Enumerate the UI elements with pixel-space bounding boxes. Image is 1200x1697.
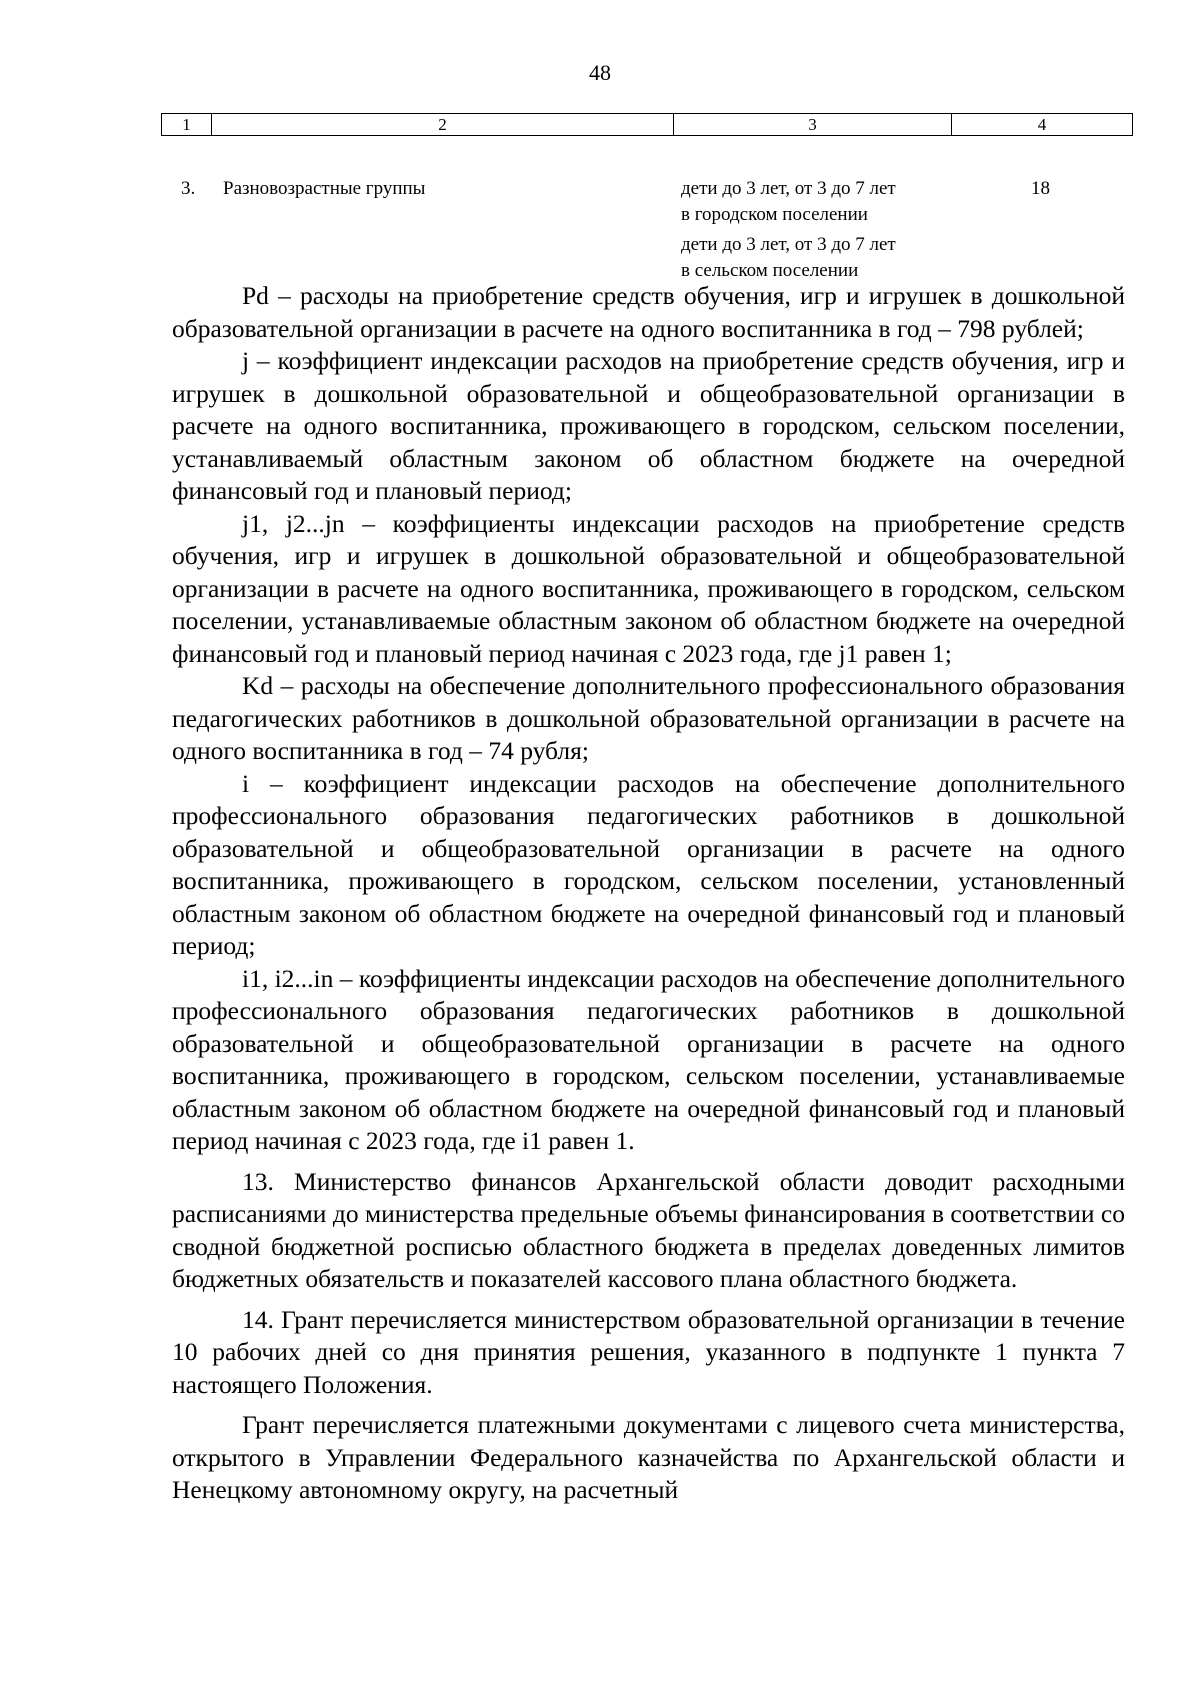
row-value: 18 [1031, 178, 1050, 199]
row-number: 3. [181, 178, 196, 199]
coefficient-table [161, 113, 1132, 286]
page-number: 48 [589, 60, 611, 85]
row-description-urban [681, 176, 896, 228]
row-description-rural [681, 232, 896, 284]
column-number-3: 3 [674, 114, 952, 136]
paragraph-grant-transfer: Грант перечисляется платежными документами с лицевого счета министерства, открытого в Управлении Федерального казначейства по Архангельской области и Ненецкому автономному округу, на расчетный [172, 1410, 1125, 1504]
paragraph-kd: Kd – расходы на обеспечение дополнительного профессионального образования педагогических работников в дошкольной образовательной организации в расчете на одного воспитанника в год – 74 рубля; [172, 671, 1125, 765]
document-body [172, 280, 1125, 1507]
paragraph-13: 13. Министерство финансов Архангельской области доводит расходными расписаниями до министерства предельные объемы финансирования в соответствии со сводной бюджетной росписью областного бюджета в пределах доведенных лимитов бюджетных обязательств и показателей кассового плана областного бюджета. [172, 1166, 1125, 1293]
paragraph-14: 14. Грант перечисляется министерством образовательной организации в течение 10 рабочих дней со дня принятия решения, указанного в подпункте 1 пункта 7 настоящего Положения. [172, 1304, 1125, 1399]
column-number-header [161, 113, 1133, 136]
paragraph-pd: Pd – расходы на приобретение средств обучения, игр и игрушек в дошкольной образовательной организации в расчете на одного воспитанника в год – 798 рублей; [172, 281, 1125, 343]
row-description-rural-line1: дети до 3 лет, от 3 до 7 лет [681, 234, 896, 255]
paragraph-j1-jn: j1, j2...jn – коэффициенты индексации расходов на приобретение средств обучения, игр и игрушек в дошкольной образовательной и общеобразовательной организации в расчете на одного воспитанника, проживающего в городском, сельском поселении, устанавливаемые областным законом об областном бюджете на очередной финансовый год и плановый период начиная с 2023 года, где j1 равен 1; [172, 508, 1125, 668]
column-number-1: 1 [162, 114, 212, 136]
row-description-urban-line2: в городском поселении [681, 204, 868, 225]
column-number-2: 2 [212, 114, 674, 136]
table-row [161, 136, 1132, 286]
paragraph-i: i – коэффициент индексации расходов на обеспечение дополнительного профессионального образования педагогических работников в дошкольной образовательной и общеобразовательной организации в расчете на одного воспитанника, проживающего в городском, сельском поселении, установленный областным законом об областном бюджете на очередной финансовый год и плановый период; [172, 768, 1125, 960]
row-description-urban-line1: дети до 3 лет, от 3 до 7 лет [681, 178, 896, 199]
row-description-rural-line2: в сельском поселении [681, 260, 859, 281]
column-number-4: 4 [952, 114, 1133, 136]
row-group-name: Разновозрастные группы [223, 178, 426, 199]
paragraph-i1-in: i1, i2...in – коэффициенты индексации расходов на обеспечение дополнительного профессионального образования педагогических работников в дошкольной образовательной и общеобразовательной организации в расчете на одного воспитанника, проживающего в городском, сельском поселении, устанавливаемые областным законом об областном бюджете на очередной финансовый год и плановый период начиная с 2023 года, где i1 равен 1. [172, 963, 1125, 1155]
paragraph-j: j – коэффициент индексации расходов на приобретение средств обучения, игр и игрушек в дошкольной образовательной и общеобразовательной организации в расчете на одного воспитанника, проживающего в городском, сельском поселении, устанавливаемый областным законом об областном бюджете на очередной финансовый год и плановый период; [172, 346, 1125, 505]
